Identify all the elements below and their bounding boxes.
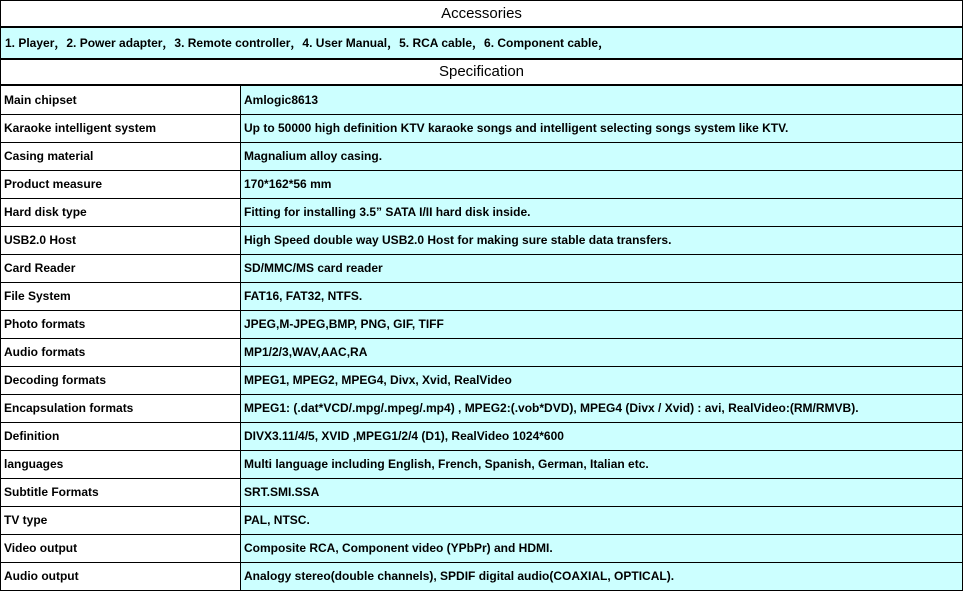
spec-key: File System (1, 282, 241, 310)
spec-value: FAT16, FAT32, NTFS. (241, 282, 963, 310)
table-row (1, 170, 963, 198)
spec-key: Main chipset (1, 86, 241, 114)
table-row (1, 254, 963, 282)
accessories-list: 1. Player，2. Power adapter，3. Remote controller，4. User Manual，5. RCA cable，6. Component cable， (0, 28, 963, 58)
table-row (1, 534, 963, 562)
spec-value: DIVX3.11/4/5, XVID ,MPEG1/2/4 (D1), RealVideo 1024*600 (241, 422, 963, 450)
table-row (1, 282, 963, 310)
spec-key: languages (1, 450, 241, 478)
table-row (1, 338, 963, 366)
specification-table (0, 86, 963, 591)
spec-value: MPEG1, MPEG2, MPEG4, Divx, Xvid, RealVideo (241, 366, 963, 394)
spec-value: Multi language including English, French, Spanish, German, Italian etc. (241, 450, 963, 478)
table-row (1, 478, 963, 506)
spec-value: SRT.SMI.SSA (241, 478, 963, 506)
table-row (1, 366, 963, 394)
spec-key: Photo formats (1, 310, 241, 338)
spec-value: Up to 50000 high definition KTV karaoke songs and intelligent selecting songs system like KTV. (241, 114, 963, 142)
spec-key: Subtitle Formats (1, 478, 241, 506)
spec-value: PAL, NTSC. (241, 506, 963, 534)
table-row (1, 310, 963, 338)
spec-key: USB2.0 Host (1, 226, 241, 254)
spec-key: Audio formats (1, 338, 241, 366)
table-row (1, 450, 963, 478)
spec-key: Encapsulation formats (1, 394, 241, 422)
spec-value: JPEG,M-JPEG,BMP, PNG, GIF, TIFF (241, 310, 963, 338)
spec-value: MP1/2/3,WAV,AAC,RA (241, 338, 963, 366)
spec-key: Casing material (1, 142, 241, 170)
accessories-header: Accessories (0, 0, 963, 28)
spec-value: High Speed double way USB2.0 Host for making sure stable data transfers. (241, 226, 963, 254)
spec-value: MPEG1: (.dat*VCD/.mpg/.mpeg/.mp4) , MPEG2:(.vob*DVD), MPEG4 (Divx / Xvid) : avi, RealVideo:(RM/RMVB). (241, 394, 963, 422)
specification-rows (1, 86, 963, 590)
spec-key: Card Reader (1, 254, 241, 282)
table-row (1, 114, 963, 142)
spec-key: TV type (1, 506, 241, 534)
spec-value: Composite RCA, Component video (YPbPr) and HDMI. (241, 534, 963, 562)
spec-key: Decoding formats (1, 366, 241, 394)
table-row (1, 142, 963, 170)
table-row (1, 562, 963, 590)
spec-key: Hard disk type (1, 198, 241, 226)
table-row (1, 506, 963, 534)
spec-key: Product measure (1, 170, 241, 198)
table-row (1, 226, 963, 254)
spec-key: Definition (1, 422, 241, 450)
table-row (1, 422, 963, 450)
spec-key: Audio output (1, 562, 241, 590)
spec-value: Analogy stereo(double channels), SPDIF digital audio(COAXIAL, OPTICAL). (241, 562, 963, 590)
table-row (1, 394, 963, 422)
spec-value: 170*162*56 mm (241, 170, 963, 198)
spec-value: SD/MMC/MS card reader (241, 254, 963, 282)
table-row (1, 198, 963, 226)
spec-value: Magnalium alloy casing. (241, 142, 963, 170)
table-row (1, 86, 963, 114)
spec-key: Karaoke intelligent system (1, 114, 241, 142)
specification-header: Specification (0, 58, 963, 86)
spec-value: Fitting for installing 3.5” SATA I/II hard disk inside. (241, 198, 963, 226)
spec-key: Video output (1, 534, 241, 562)
spec-value: Amlogic8613 (241, 86, 963, 114)
